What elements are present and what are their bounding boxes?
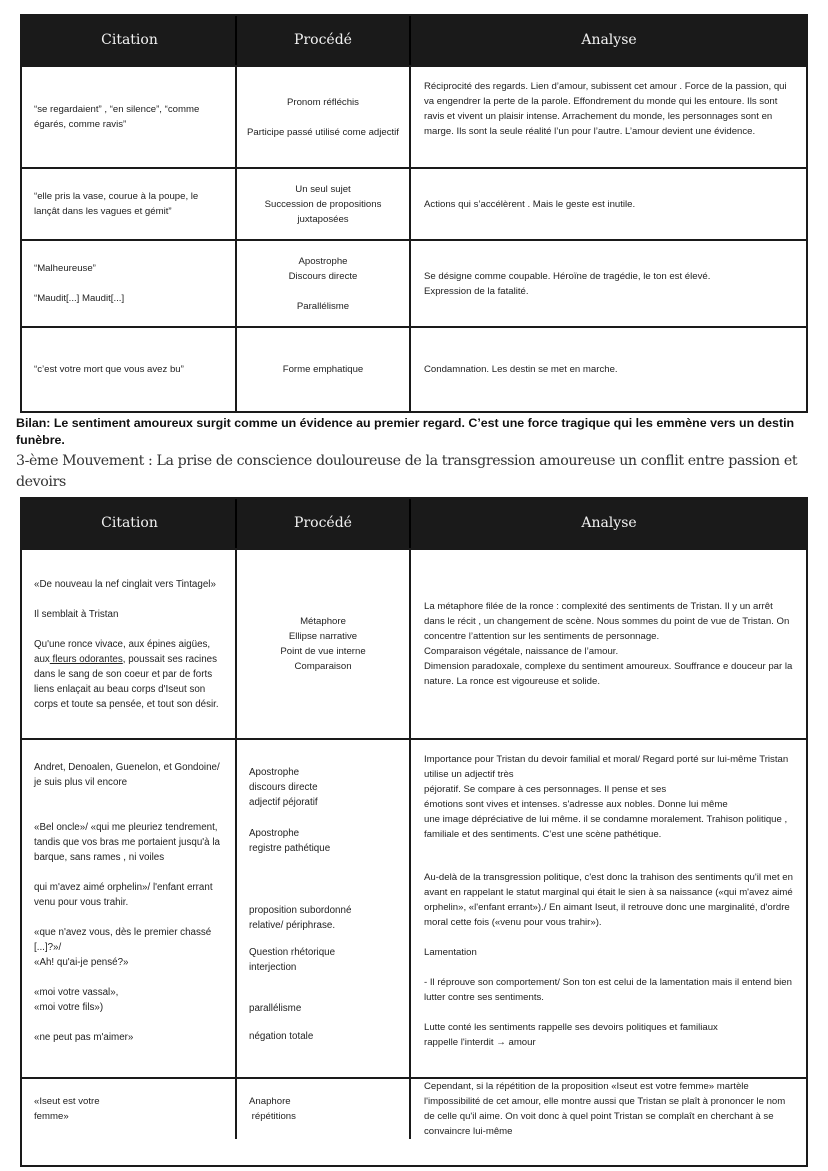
citation-text: “se regardaient” , “en silence”, “comme égarés, comme ravis”: [34, 104, 200, 130]
analyse-text: Condamnation. Les destin se met en marche.: [424, 364, 618, 375]
procede-text: Métaphore: [300, 616, 346, 627]
analysis-table-movement-3: [20, 497, 808, 1167]
citation-text: Andret, Denoalen, Guenelon, et Gondoine/ je suis plus vil encore: [34, 762, 220, 788]
citation-text: «Bel oncle»/ «qui me pleuriez tendrement, tandis que vos bras me portaient jusqu'à la barque, sans rames , ni voiles: [34, 822, 220, 863]
procede-text: Pronom réfléchis: [287, 96, 359, 108]
citation-text: “c’est votre mort que vous avez bu”: [34, 364, 184, 375]
citation-text: femme»: [34, 1111, 69, 1122]
analyse-text: Lamentation: [424, 947, 477, 958]
underlined-fragment: fleurs odorantes: [49, 653, 123, 665]
procede-cell: [237, 1079, 411, 1139]
procede-text: Comparaison: [294, 661, 352, 672]
table-row: [22, 550, 806, 740]
analyse-text: rappelle l'interdit → amour: [424, 1037, 536, 1048]
analyse-text: Expression de la fatalité.: [424, 285, 529, 297]
citation-text: «Iseut est votre: [34, 1096, 100, 1107]
procede-text: Discours directe: [288, 270, 358, 282]
table-row: [22, 328, 806, 411]
citation-text: «De nouveau la nef cinglait vers Tintagel»: [34, 578, 216, 590]
citation-cell: [22, 1079, 237, 1139]
table-header-row: [22, 499, 806, 550]
citation-text: «moi votre fils»): [34, 1002, 104, 1013]
analyse-text: émotions sont vives et intenses. s'adresse aux nobles. Donne lui même: [424, 799, 728, 810]
citation-fragment: , poussait ses racines dans le sang de son coeur et par de forts liens enlaçait au beau corps d'Iseut son corps et toute sa pensée, et tout son désir.: [34, 653, 219, 710]
analyse-text: Dimension paradoxale, complexe du sentiment amoureux. Souffrance e douceur par la nature. La ronce est vigoureuse et solide.: [424, 661, 793, 687]
table-row: [22, 169, 806, 241]
procede-text: Apostrophe: [249, 767, 300, 778]
table-header-row: [22, 16, 806, 67]
procede-text: répétitions: [249, 1111, 296, 1122]
header-procede: Procédé: [237, 16, 411, 65]
analyse-cell: [411, 740, 806, 1077]
header-procede: Procédé: [237, 499, 411, 548]
analyse-text: Comparaison végétale, naissance de l’amour.: [424, 646, 619, 657]
citation-text: «Ah! qu'ai-je pensé?»: [34, 957, 129, 968]
citation-cell: [22, 328, 237, 411]
procede-text: Succession de propositions juxtaposées: [264, 198, 382, 225]
procede-text: Apostrophe: [298, 255, 348, 267]
procede-text: Anaphore: [249, 1096, 291, 1107]
citation-cell: [22, 169, 237, 239]
procede-cell: [237, 169, 411, 239]
analyse-text: Actions qui s’accélèrent . Mais le geste est inutile.: [424, 198, 636, 210]
analysis-table-movement-2: [20, 14, 808, 413]
analyse-text: Se désigne comme coupable. Héroïne de tragédie, le ton est élevé.: [424, 270, 711, 282]
analyse-text: - Il réprouve son comportement/ Son ton est celui de la lamentation mais il entend bien lutter contre ses sentiments.: [424, 977, 792, 1003]
procede-text: Parallélisme: [296, 300, 350, 312]
table-row: [22, 67, 806, 169]
analyse-cell: [411, 1079, 806, 1139]
analyse-text: péjoratif. Se compare à ces personnages. Il pense et ses: [424, 784, 667, 795]
citation-cell: [22, 241, 237, 326]
procede-text: proposition subordonné: [249, 905, 352, 916]
procede-text: registre pathétique: [249, 843, 331, 854]
procede-text: relative/ périphrase.: [249, 920, 336, 931]
procede-text: adjectif péjoratif: [249, 797, 318, 808]
analyse-cell: [411, 550, 806, 738]
procede-cell: [237, 67, 411, 167]
citation-cell: [22, 550, 237, 738]
citation-text: «moi votre vassal»,: [34, 987, 119, 998]
analyse-text: Lutte conté les sentiments rappelle ses devoirs politiques et familiaux: [424, 1022, 718, 1033]
procede-text: Point de vue interne: [280, 646, 366, 657]
procede-text: Un seul sujet: [295, 183, 351, 195]
analyse-cell: [411, 241, 806, 326]
citation-text: [34, 637, 225, 712]
header-citation: Citation: [22, 499, 237, 548]
bilan-summary: Bilan: Le sentiment amoureux surgit comme un évidence au premier regard. C’est une force tragique qui les emmène vers un destin funèbre.: [16, 416, 795, 447]
citation-text: Il semblait à Tristan: [34, 608, 119, 620]
analyse-cell: [411, 169, 806, 239]
table-row: [22, 241, 806, 328]
table-row: [22, 740, 806, 1079]
procede-cell: [237, 550, 411, 738]
analyse-text: une image dépréciative de lui même. il se condamne moralement. Trahison politique , familiale et des sentiments. C’est une scène pathétique.: [424, 814, 788, 840]
procede-cell: [237, 328, 411, 411]
procede-cell: [237, 740, 411, 1077]
analyse-text: La métaphore filée de la ronce : complexité des sentiments de Tristan. Il y un arrêt dans le récit , un changement de scène. Nous sommes du point de vue de Tristan. On concentre l’attention sur les sentiments de personnage.: [424, 601, 790, 642]
header-analyse: Analyse: [581, 515, 637, 531]
analyse-text: Au-delà de la transgression politique, c'est donc la trahison des sentiments qu'il met en avant en rappelant le statut marginal qui était le sien à sa naissance («qui m'avez aimé orphelin», «l'enfant errant»)./ En aimant Iseut, il retrouve donc une marginalité, d'ordre moral cette fois («venu pour vous trahir»).: [424, 872, 793, 928]
procede-text: parallélisme: [249, 1003, 302, 1014]
procede-text: discours directe: [249, 782, 318, 793]
procede-text: interjection: [249, 962, 297, 973]
citation-text: “Maudit[...] Maudit[...]: [34, 293, 125, 304]
procede-text: Participe passé utilisé come adjectif: [247, 126, 399, 138]
procede-text: Apostrophe: [249, 828, 300, 839]
analyse-text: Cependant, si la répétition de la proposition «Iseut est votre femme» martèle l'impossibilité de cet amour, elle montre aussi que Tristan se plaît à prononcer le nom de celle qu'il aime. On voit donc à quel point Tristan se complaît en cherchant à se convaincre lui-même: [424, 1081, 786, 1137]
procede-text: Ellipse narrative: [288, 631, 358, 642]
analyse-cell: [411, 328, 806, 411]
citation-text: “elle pris la vase, courue à la poupe, le lançât dans les vagues et gémit”: [34, 191, 199, 217]
procede-text: Forme emphatique: [282, 364, 364, 375]
procede-text: négation totale: [249, 1031, 314, 1042]
citation-cell: [22, 67, 237, 167]
header-citation: Citation: [22, 16, 237, 65]
procede-text: Question rhétorique: [249, 947, 336, 958]
citation-fragment: Qu'une ronce vivace, aux épines aigües, aux: [34, 638, 211, 665]
header-analyse: Analyse: [581, 32, 637, 48]
analyse-cell: [411, 67, 806, 167]
procede-cell: [237, 241, 411, 326]
citation-text: qui m'avez aimé orphelin»/ l'enfant errant venu pour vous trahir.: [34, 882, 213, 908]
analyse-text: Importance pour Tristan du devoir familial et moral/ Regard porté sur lui-même Tristan utilise un adjectif très: [424, 754, 789, 780]
table-row: [22, 1079, 806, 1139]
citation-text: «que n'avez vous, dès le premier chassé [...]?»/: [34, 927, 212, 953]
movement-heading: 3-ème Mouvement : La prise de conscience douloureuse de la transgression amoureuse un conflit entre passion et devoirs: [16, 453, 798, 490]
citation-cell: [22, 740, 237, 1077]
citation-text: “Malheureuse”: [34, 263, 96, 274]
citation-text: «ne peut pas m'aimer»: [34, 1032, 134, 1043]
analyse-text: Réciprocité des regards. Lien d’amour, subissent cet amour . Force de la passion, qui va engendrer la perte de la parole. Effondrement du monde qui les entoure. Ils sont ravis et vivent un plaisir intense. Arrachement du monde, les personnages sont en marge. Ils sont la seule réalité l’un pour l’autre. L’amour devient une évidence.: [424, 81, 787, 137]
